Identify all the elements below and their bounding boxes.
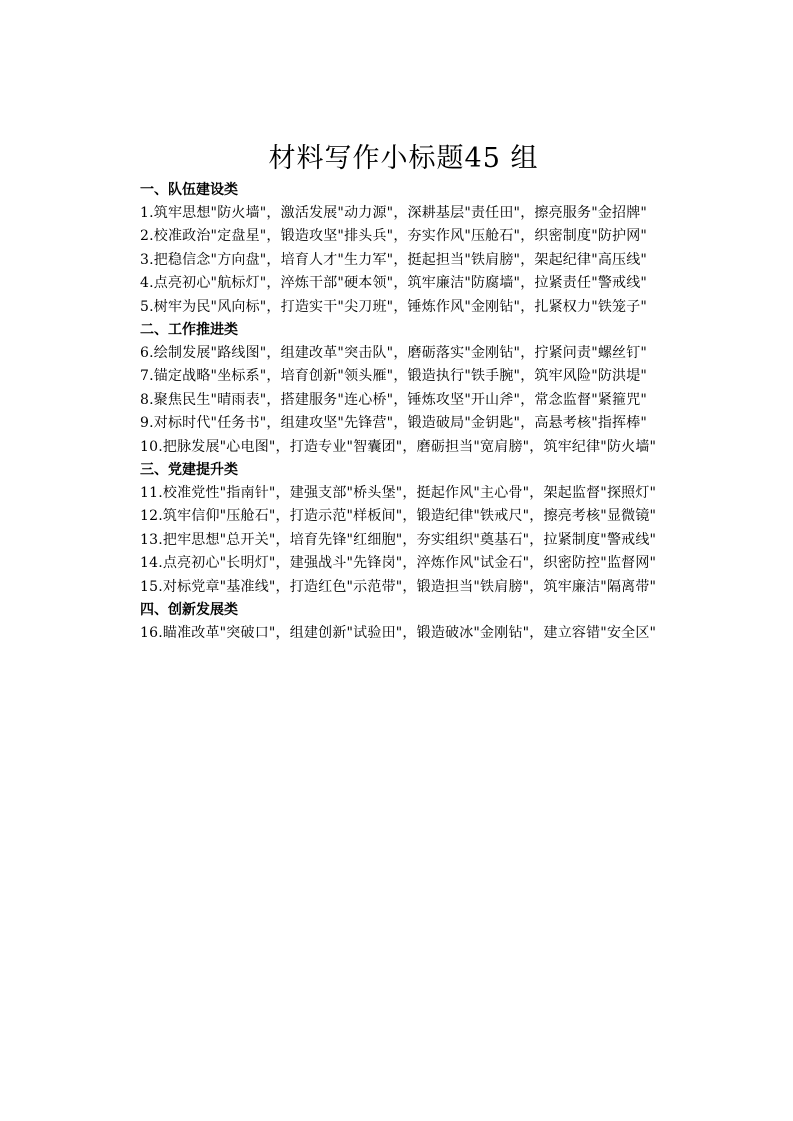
section-heading: 二、工作推进类: [140, 322, 238, 339]
document-title: 材料写作小标题45 组: [268, 143, 539, 174]
list-item: 6.绘制发展"路线图"，组建改革"突击队"，磨砺落实"金刚钻"，拧紧问责"螺丝钉": [140, 345, 648, 362]
section-heading: 三、党建提升类: [140, 462, 238, 479]
list-item: 11.校准党性"指南针"，建强支部"桥头堡"，挺起作风"主心骨"，架起监督"探照灯": [140, 485, 657, 502]
section-heading: 四、创新发展类: [140, 602, 238, 619]
list-item: 5.树牢为民"风向标"，打造实干"尖刀班"，锤炼作风"金刚钻"，扎紧权力"铁笼子": [140, 298, 648, 315]
list-item: 9.对标时代"任务书"，组建攻坚"先锋营"，锻造破局"金钥匙"，高悬考核"指挥棒": [140, 415, 648, 432]
list-item: 15.对标党章"基准线"，打造红色"示范带"，锻造担当"铁肩膀"，筑牢廉洁"隔离带": [140, 578, 657, 595]
section-work-progress: [110, 319, 697, 459]
section-innovation: [110, 599, 697, 645]
section-heading: 一、队伍建设类: [140, 182, 238, 198]
list-item: 3.把稳信念"方向盘"，培育人才"生力军"，挺起担当"铁肩膀"，架起纪律"高压线": [140, 251, 648, 268]
section-party-building: [110, 459, 697, 599]
list-item: 2.校准政治"定盘星"，锻造攻坚"排头兵"，夯实作风"压舱石"，织密制度"防护网": [140, 228, 648, 245]
list-item: 7.锚定战略"坐标系"，培育创新"领头雁"，锻造执行"铁手腕"，筑牢风险"防洪堤": [140, 368, 648, 385]
list-item: 12.筑牢信仰"压舱石"，打造示范"样板间"，锻造纪律"铁戒尺"，擦亮考核"显微镜": [140, 508, 657, 525]
document-page: [110, 138, 697, 646]
list-item: 13.把牢思想"总开关"，培育先锋"红细胞"，夯实组织"奠基石"，拉紧制度"警戒线": [140, 531, 657, 548]
list-item: 16.瞄准改革"突破口"，组建创新"试验田"，锻造破冰"金刚钻"，建立容错"安全区": [140, 625, 657, 642]
list-item: 8.聚焦民生"晴雨表"，搭建服务"连心桥"，锤炼攻坚"开山斧"，常念监督"紧箍咒": [140, 391, 648, 408]
list-item: 10.把脉发展"心电图"，打造专业"智囊团"，磨砺担当"宽肩膀"，筑牢纪律"防火墙": [140, 438, 657, 455]
section-team-building: [110, 179, 697, 319]
list-item: 14.点亮初心"长明灯"，建强战斗"先锋岗"，淬炼作风"试金石"，织密防控"监督网": [140, 555, 657, 572]
list-item: 1.筑牢思想"防火墙"，激活发展"动力源"，深耕基层"责任田"，擦亮服务"金招牌": [140, 205, 648, 221]
list-item: 4.点亮初心"航标灯"，淬炼干部"硬本领"，筑牢廉洁"防腐墙"，拉紧责任"警戒线": [140, 275, 648, 292]
